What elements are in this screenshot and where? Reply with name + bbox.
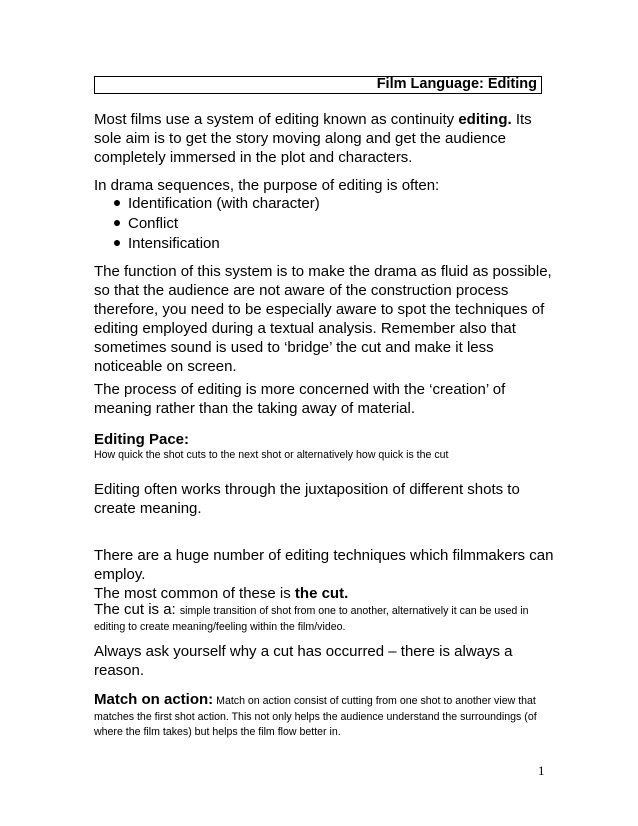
drama-lead: In drama sequences, the purpose of editing is often:	[94, 177, 440, 194]
intro-bold-term: editing.	[458, 111, 512, 128]
match-on-action-paragraph	[94, 690, 554, 739]
list-item	[94, 234, 320, 254]
bullet-label: Conflict	[128, 215, 179, 232]
match-on-action-description: Match on action consist of cutting from one shot to another view that matches the first shot action. This not only helps the audience understand the surroundings (of where the film takes) but helps the film flow better in.	[94, 695, 537, 738]
list-item	[94, 194, 320, 214]
editing-pace-heading: Editing Pace:	[94, 431, 190, 448]
intro-text-before: Most films use a system of editing known as continuity	[94, 111, 459, 128]
bullet-icon	[114, 220, 120, 226]
editing-pace-description: How quick the shot cuts to the next shot or alternatively how quick is the cut	[94, 449, 449, 461]
techniques-paragraph: There are a huge number of editing techniques which filmmakers can employ.	[94, 547, 554, 583]
page-title: Film Language: Editing	[376, 76, 537, 92]
list-item	[94, 214, 320, 234]
bullet-label: Identification (with character)	[128, 195, 320, 212]
cut-description: simple transition of shot from one to another, alternatively it can be used in editing to create meaning/feeling within the film/video.	[94, 605, 529, 633]
drama-bullet-list	[94, 194, 320, 254]
bullet-icon	[114, 200, 120, 206]
match-on-action-heading: Match on action:	[94, 691, 214, 708]
bullet-label: Intensification	[128, 235, 220, 252]
intro-text-after: Its sole aim is to get the story moving along and get the audience completely immersed in the plot and characters.	[94, 111, 532, 166]
cut-definition	[94, 600, 554, 634]
juxtaposition-paragraph: Editing often works through the juxtaposition of different shots to create meaning.	[94, 481, 520, 517]
title-box	[94, 76, 542, 94]
process-paragraph: The process of editing is more concerned with the ‘creation’ of meaning rather than the taking away of material.	[94, 381, 506, 417]
function-paragraph: The function of this system is to make the drama as fluid as possible, so that the audience are not aware of the construction process therefore, you need to be especially aware to spot the techniques of editing employed during a textual analysis. Remember also that sometimes sound is used to ‘bridge’ the cut and make it less noticeable on screen.	[94, 263, 552, 375]
bullet-icon	[114, 240, 120, 246]
cut-lead: The cut is a:	[94, 601, 180, 618]
page-number: 1	[538, 763, 545, 778]
most-common-text: The most common of these is	[94, 585, 295, 602]
the-cut-term: the cut.	[294, 585, 349, 602]
intro-paragraph	[94, 110, 554, 167]
ask-paragraph: Always ask yourself why a cut has occurred – there is always a reason.	[94, 643, 513, 679]
